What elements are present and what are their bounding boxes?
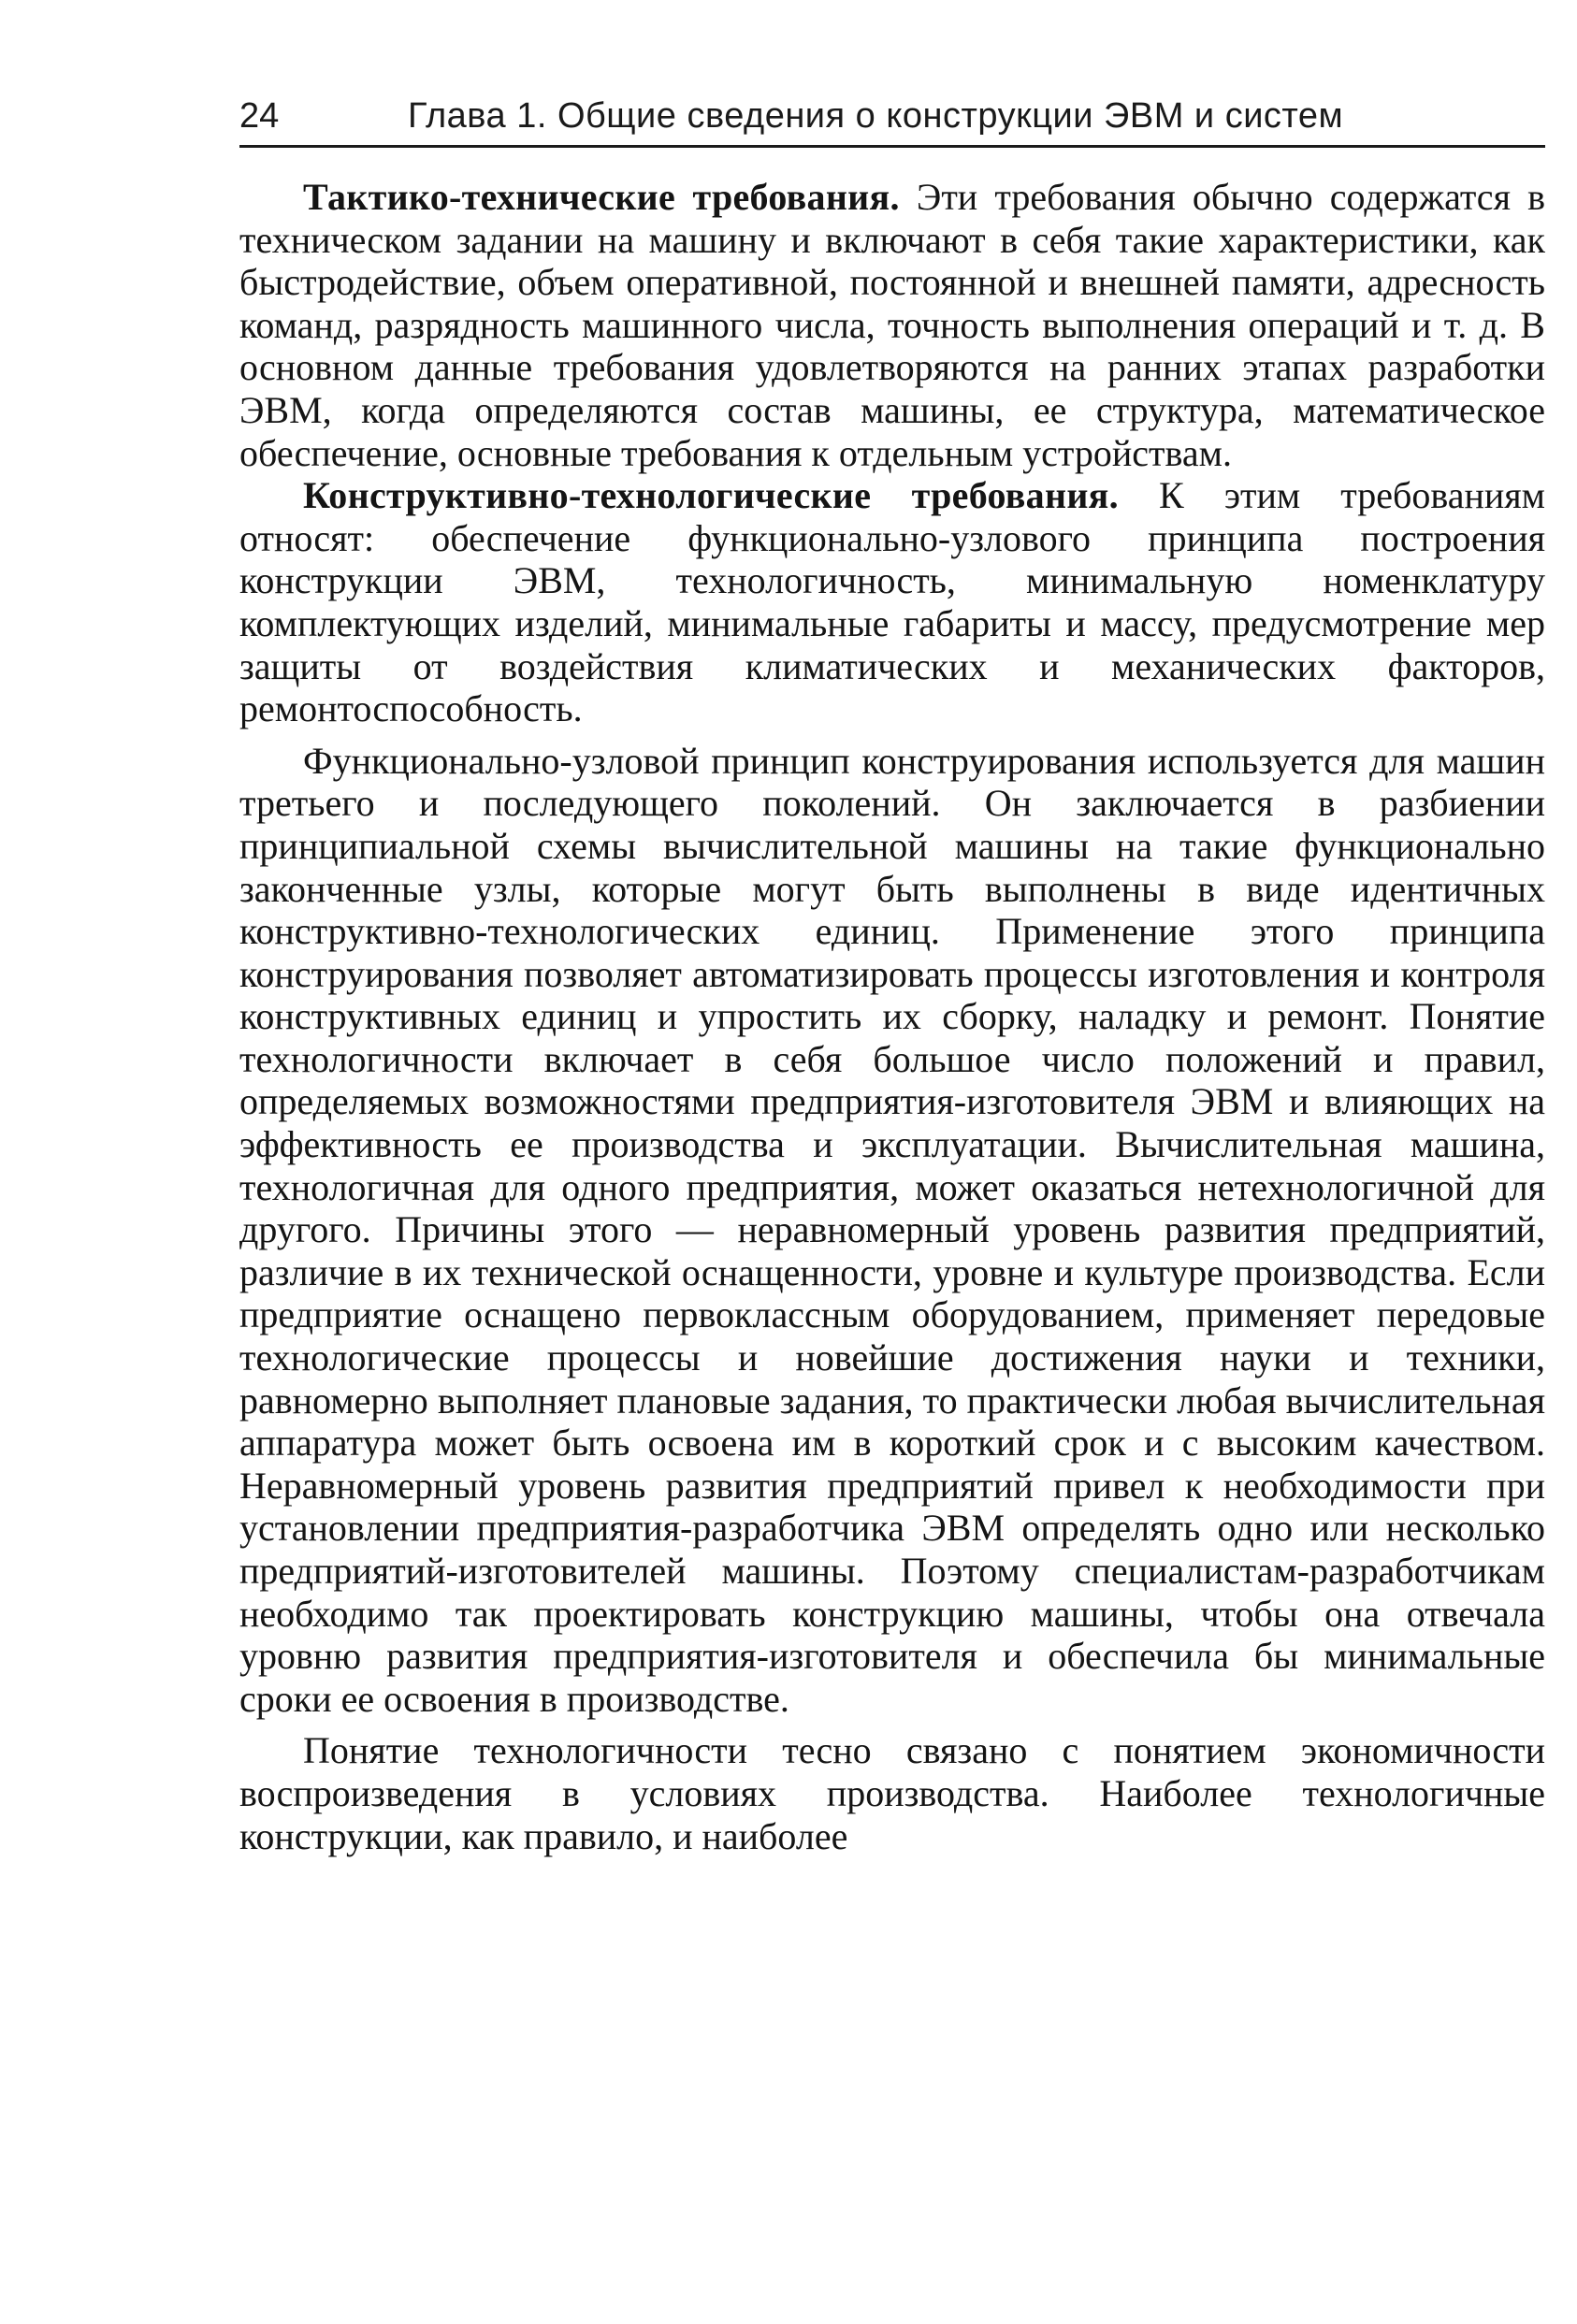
run-in-heading: Конструктивно-технологические требования.: [303, 474, 1119, 517]
paragraph-functional-principle: [239, 740, 1545, 1721]
paragraph-text: Эти требования обычно содержатся в техническом задании на машину и включают в себя такие характеристики, как быстродействие, объем оперативной, постоянной и внешней памяти, адресность команд, разрядность машинного числа, точность выполнения операций и т. д. В основном данные требования удовлетворяются на ранних этапах разработки ЭВМ, когда определяются состав машины, ее структура, математическое обеспечение, основные требования к отдельным устройствам.: [239, 176, 1545, 474]
paragraph-tactical-requirements: [239, 176, 1545, 474]
paragraph-text: К этим требованиям относят: обеспечение функционально-узлового принципа построения конструкции ЭВМ, технологичность, минимальную номенклатуру комплектующих изделий, минимальные габариты и массу, предусмотрение мер защиты от воздействия климатических и механических факторов, ремонтоспособность.: [239, 474, 1545, 730]
header-rule: [239, 145, 1545, 148]
paragraph-text: Функционально-узловой принцип конструирования используется для машин третьего и последующего поколений. Он заключается в разбиении принципиальной схемы вычислительной машины на такие функционально законченные узлы, которые могут быть выполнены в виде идентичных конструктивно-технологических единиц. Применение этого принципа конструирования позволяет автоматизировать процессы изготовления и контроля конструктивных единиц и упростить их сборку, наладку и ремонт. Понятие технологичности включает в себя большое число положений и правил, определяемых возможностями предприятия-изготовителя ЭВМ и влияющих на эффективность ее производства и эксплуатации. Вычислительная машина, технологичная для одного предприятия, может оказаться нетехнологичной для другого. Причины этого — неравномерный уровень развития предприятий, различие в их технической оснащенности, уровне и культуре производства. Если предприятие оснащено первоклассным оборудованием, применяет передовые технологические процессы и новейшие достижения науки и техники, равномерно выполняет плановые задания, то практически любая вычислительная аппаратура может быть освоена им в короткий срок и с высоким качеством. Неравномерный уровень развития предприятий привел к необходимости при установлении предприятия-разработчика ЭВМ определять одно или несколько предприятий-изготовителей машины. Поэтому специалистам-разработчикам необходимо так проектировать конструкцию машины, чтобы она отвечала уровню развития предприятия-изготовителя и обеспечила бы минимальные сроки ее освоения в производстве.: [239, 739, 1545, 1720]
run-in-heading: Тактико-технические требования.: [303, 176, 900, 218]
paragraph-text: Понятие технологичности тесно связано с понятием экономичности воспроизведения в условиях производства. Наиболее технологичные конструкции, как правило, и наиболее: [239, 1729, 1545, 1857]
page-number: 24: [239, 96, 280, 136]
page-header: [239, 90, 1545, 142]
body-text: [239, 176, 1545, 1857]
paragraph-manufacturability: [239, 1729, 1545, 1857]
paragraph-design-requirements: [239, 474, 1545, 730]
running-title: Глава 1. Общие сведения о конструкции ЭВМ и систем: [408, 96, 1344, 136]
